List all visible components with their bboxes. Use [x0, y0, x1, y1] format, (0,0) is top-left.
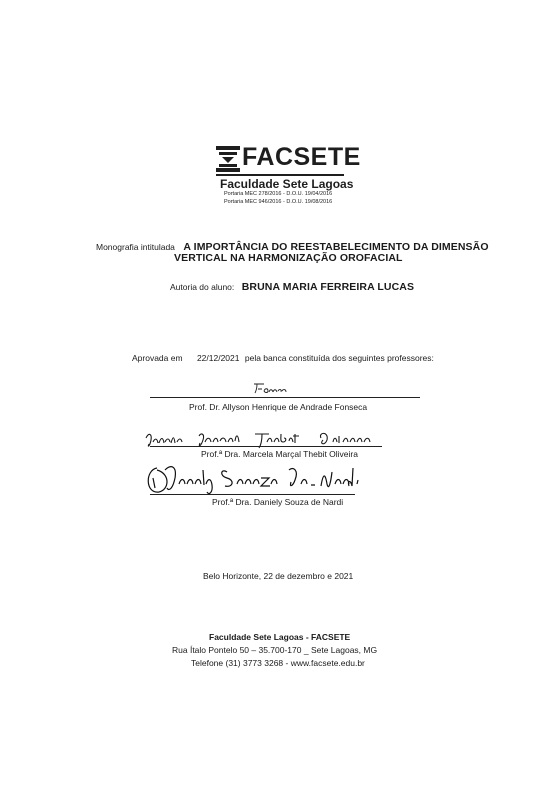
logo-ordinance-2: Portaria MEC 946/2016 - D.O.U. 19/08/2016: [224, 199, 333, 205]
committee-member-2: Prof.ª Dra. Marcela Marçal Thebit Oliveira: [201, 449, 358, 459]
logo-divider: [216, 174, 344, 176]
author-label: Autoria do aluno:: [170, 282, 235, 292]
footer-contact: Telefone (31) 3773 3268 - www.facsete.edu.br: [191, 658, 365, 668]
committee-member-1: Prof. Dr. Allyson Henrique de Andrade Fonseca: [189, 402, 368, 412]
title-line-2: VERTICAL NA HARMONIZAÇÃO OROFACIAL: [174, 252, 403, 264]
approval-date: 22/12/2021: [196, 353, 240, 363]
signature-line-1: [150, 397, 420, 398]
facsete-emblem-icon: [216, 146, 240, 172]
facsete-logo: [216, 143, 361, 208]
approval-text: pela banca constituída dos seguintes professores:: [244, 353, 434, 363]
approval-line: [132, 353, 434, 363]
signature-line-3: [150, 494, 355, 495]
committee-member-3: Prof.ª Dra. Daniely Souza de Nardi: [212, 497, 344, 507]
author-line: [170, 277, 414, 295]
signature-1-scribble: [252, 381, 288, 395]
intro-label: Monografia intitulada: [96, 242, 175, 252]
logo-ordinance-1: Portaria MEC 278/2016 - D.O.U. 19/04/2016: [224, 191, 333, 197]
signature-line-2: [150, 446, 382, 447]
logo-subtitle: Faculdade Sete Lagoas: [220, 177, 354, 191]
place-date: Belo Horizonte, 22 de dezembro e 2021: [203, 571, 354, 581]
approval-label: Aprovada em: [132, 353, 183, 363]
title-line-1: A IMPORTÂNCIA DO REESTABELECIMENTO DA DIMENSÃO: [183, 241, 489, 253]
footer-institution: Faculdade Sete Lagoas - FACSETE: [209, 632, 351, 642]
logo-name: FACSETE: [242, 143, 361, 171]
author-name: BRUNA MARIA FERREIRA LUCAS: [241, 281, 415, 293]
footer-address: Rua Ítalo Pontelo 50 – 35.700-170 _ Sete Lagoas, MG: [172, 645, 378, 655]
